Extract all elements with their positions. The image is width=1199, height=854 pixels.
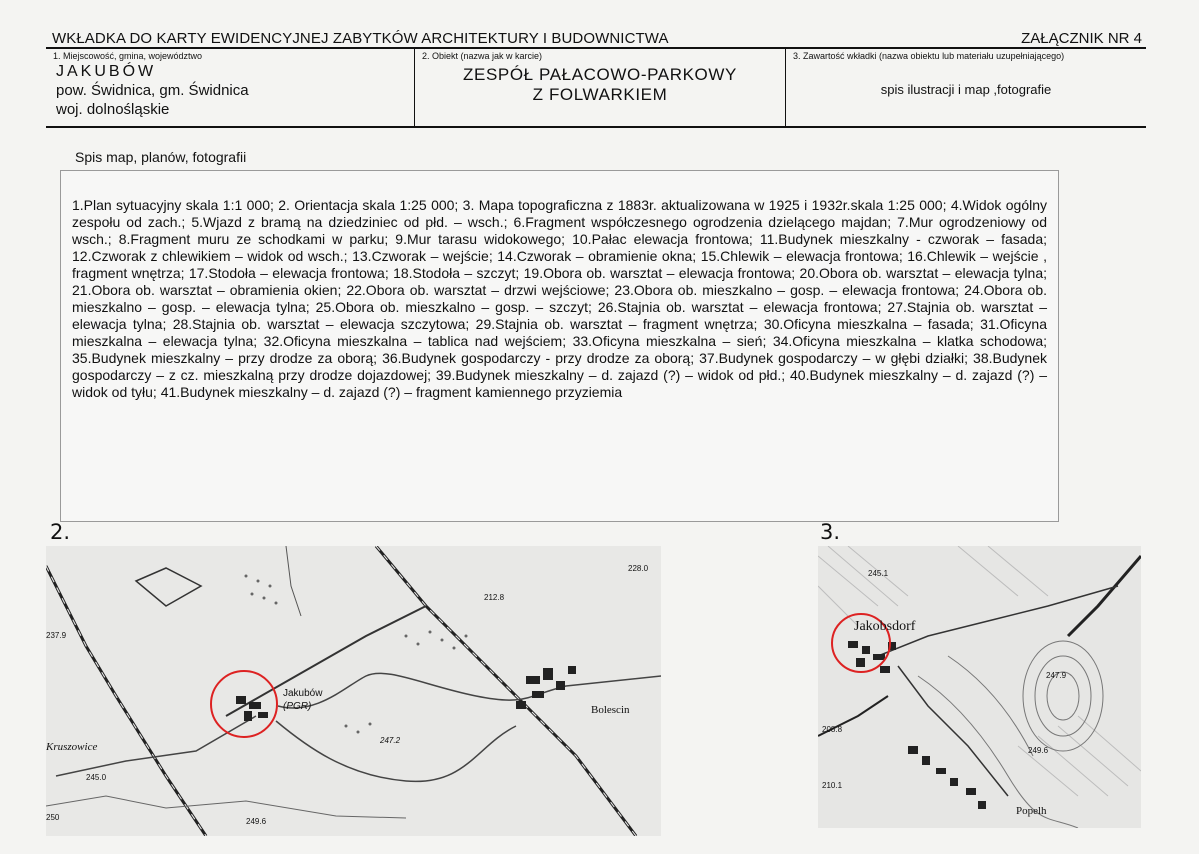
map2-elev-2: 212.8 (484, 593, 505, 602)
contents-caption: 3. Zawartość wkładki (nazwa obiektu lub materiału uzupełniającego) (793, 51, 1065, 61)
header-table (46, 47, 1146, 128)
map2-number: 2. (50, 520, 71, 544)
annex-number: ZAŁĄCZNIK NR 4 (1021, 30, 1142, 47)
map3-elev-1: 245.1 (868, 569, 889, 578)
contents-value: spis ilustracji i map ,fotografie (880, 82, 1052, 97)
map2-elev-5: 245.0 (86, 773, 107, 782)
object-caption: 2. Obiekt (nazwa jak w karcie) (422, 51, 543, 61)
location-place: JAKUBÓW (56, 63, 157, 80)
map3-elev-3: 249.6 (1028, 746, 1049, 755)
map3-number: 3. (820, 520, 841, 544)
object-name-line2: Z FOLWARKIEM (532, 85, 668, 104)
map2-label-kruszowice: Kruszowice (46, 741, 98, 753)
map2-label-village: Jakubów (283, 688, 323, 699)
location-caption: 1. Miejscowość, gmina, województwo (53, 51, 203, 61)
map3-elev-2: 247.9 (1046, 671, 1067, 680)
list-title: Spis map, planów, fotografii (75, 149, 247, 165)
location-cell (46, 49, 415, 126)
orientation-map (46, 546, 661, 836)
contents-cell (786, 49, 1146, 126)
object-name-line1: ZESPÓŁ PAŁACOWO-PARKOWY (463, 65, 737, 84)
map2-elev-3: 247.2 (380, 736, 401, 745)
map3-elev-4: 208.8 (822, 725, 843, 734)
orientation-map-drawing (46, 546, 661, 836)
map3-elev-5: 210.1 (822, 781, 843, 790)
map2-label-bolescin: Bolescin (591, 704, 630, 716)
location-voivodeship: woj. dolnośląskie (56, 101, 170, 118)
map2-elev-1: 228.0 (628, 564, 649, 573)
map2-label-pgr: (PGR) (283, 701, 312, 712)
map3-label-popel: Popelh (1016, 805, 1047, 817)
map2-elev-6: 237.9 (46, 631, 67, 640)
list-box (60, 170, 1059, 522)
map2-elev-4: 249.6 (246, 817, 267, 826)
topographic-map (818, 546, 1141, 828)
page-title: WKŁADKA DO KARTY EWIDENCYJNEJ ZABYTKÓW ARCHITEKTURY I BUDOWNICTWA (52, 30, 669, 47)
topographic-map-drawing (818, 546, 1141, 828)
list-text: 1.Plan sytuacyjny skala 1:1 000; 2. Orientacja skala 1:25 000; 3. Mapa topograficzna z 1883r. aktualizowana w 1925 i 1932r.skala 1:25 000; 4.Widok ogólny zespołu od zach.; 5.Wjazd z bramą na dziedziniec od płd. – wsch.; 6.Fragment współczesnego ogrodzenia dzielącego majdan; 7.Mur ogrodzeniowy od wsch.; 8.Fragment muru ze schodkami w parku; 9.Mur tarasu widokowego; 10.Pałac elewacja frontowa; 11.Budynek mieszkalny - czworak – fasada; 12.Czworak z chlewikiem – widok od wsch.; 13.Czworak – wejście; 14.Czworak – obramienie okna; 15.Chlewik – elewacja frontowa; 16.Chlewik – wejście , fragment wnętrza; 17.Stodoła – elewacja frontowa; 18.Stodoła – szczyt; 19.Obora ob. warsztat – elewacja frontowa; 20.Obora ob. warsztat – elewacja tylna; 21.Obora ob. warsztat – obramienia okien; 22.Obora ob. warsztat – drzwi wejściowe; 23.Obora ob. mieszkalno – gosp. – elewacja frontowa; 24.Obora ob. mieszkalno – gosp. – elewacja tylna; 25.Obora ob. mieszkalno – gosp. – szczyt; 26.Stajnia ob. warsztat – elewacja frontowa; 27.Stajnia ob. warsztat – elewacja tylna; 28.Stajnia ob. warsztat – elewacja szczytowa; 29.Stajnia ob. warsztat – fragment wnętrza; 30.Oficyna mieszkalna – fasada; 31.Oficyna mieszkalna – elewacja tylna; 32.Oficyna mieszkalna – tablica nad wejściem; 33.Oficyna mieszkalna – sień; 34.Oficyna mieszkalna – klatka schodowa; 35.Budynek mieszkalny – przy drodze za oborą; 36.Budynek gospodarczy - przy drodze za oborą; 37.Budynek gospodarczy – w głębi działki; 38.Budynek gospodarczy – z cz. mieszkalną przy drodze dojazdowej; 39.Budynek mieszkalny – d. zajazd (?) – widok od płd.; 40.Budynek mieszkalny – d. zajazd (?) – widok od tyłu; 41.Budynek mieszkalny – d. zajazd (?) – fragment kamiennego przyziemia (72, 197, 1047, 400)
object-cell (415, 49, 786, 126)
map3-label-village: Jakobsdorf (854, 619, 916, 634)
location-county: pow. Świdnica, gm. Świdnica (56, 82, 249, 99)
map2-elev-7: 250 (46, 813, 60, 822)
